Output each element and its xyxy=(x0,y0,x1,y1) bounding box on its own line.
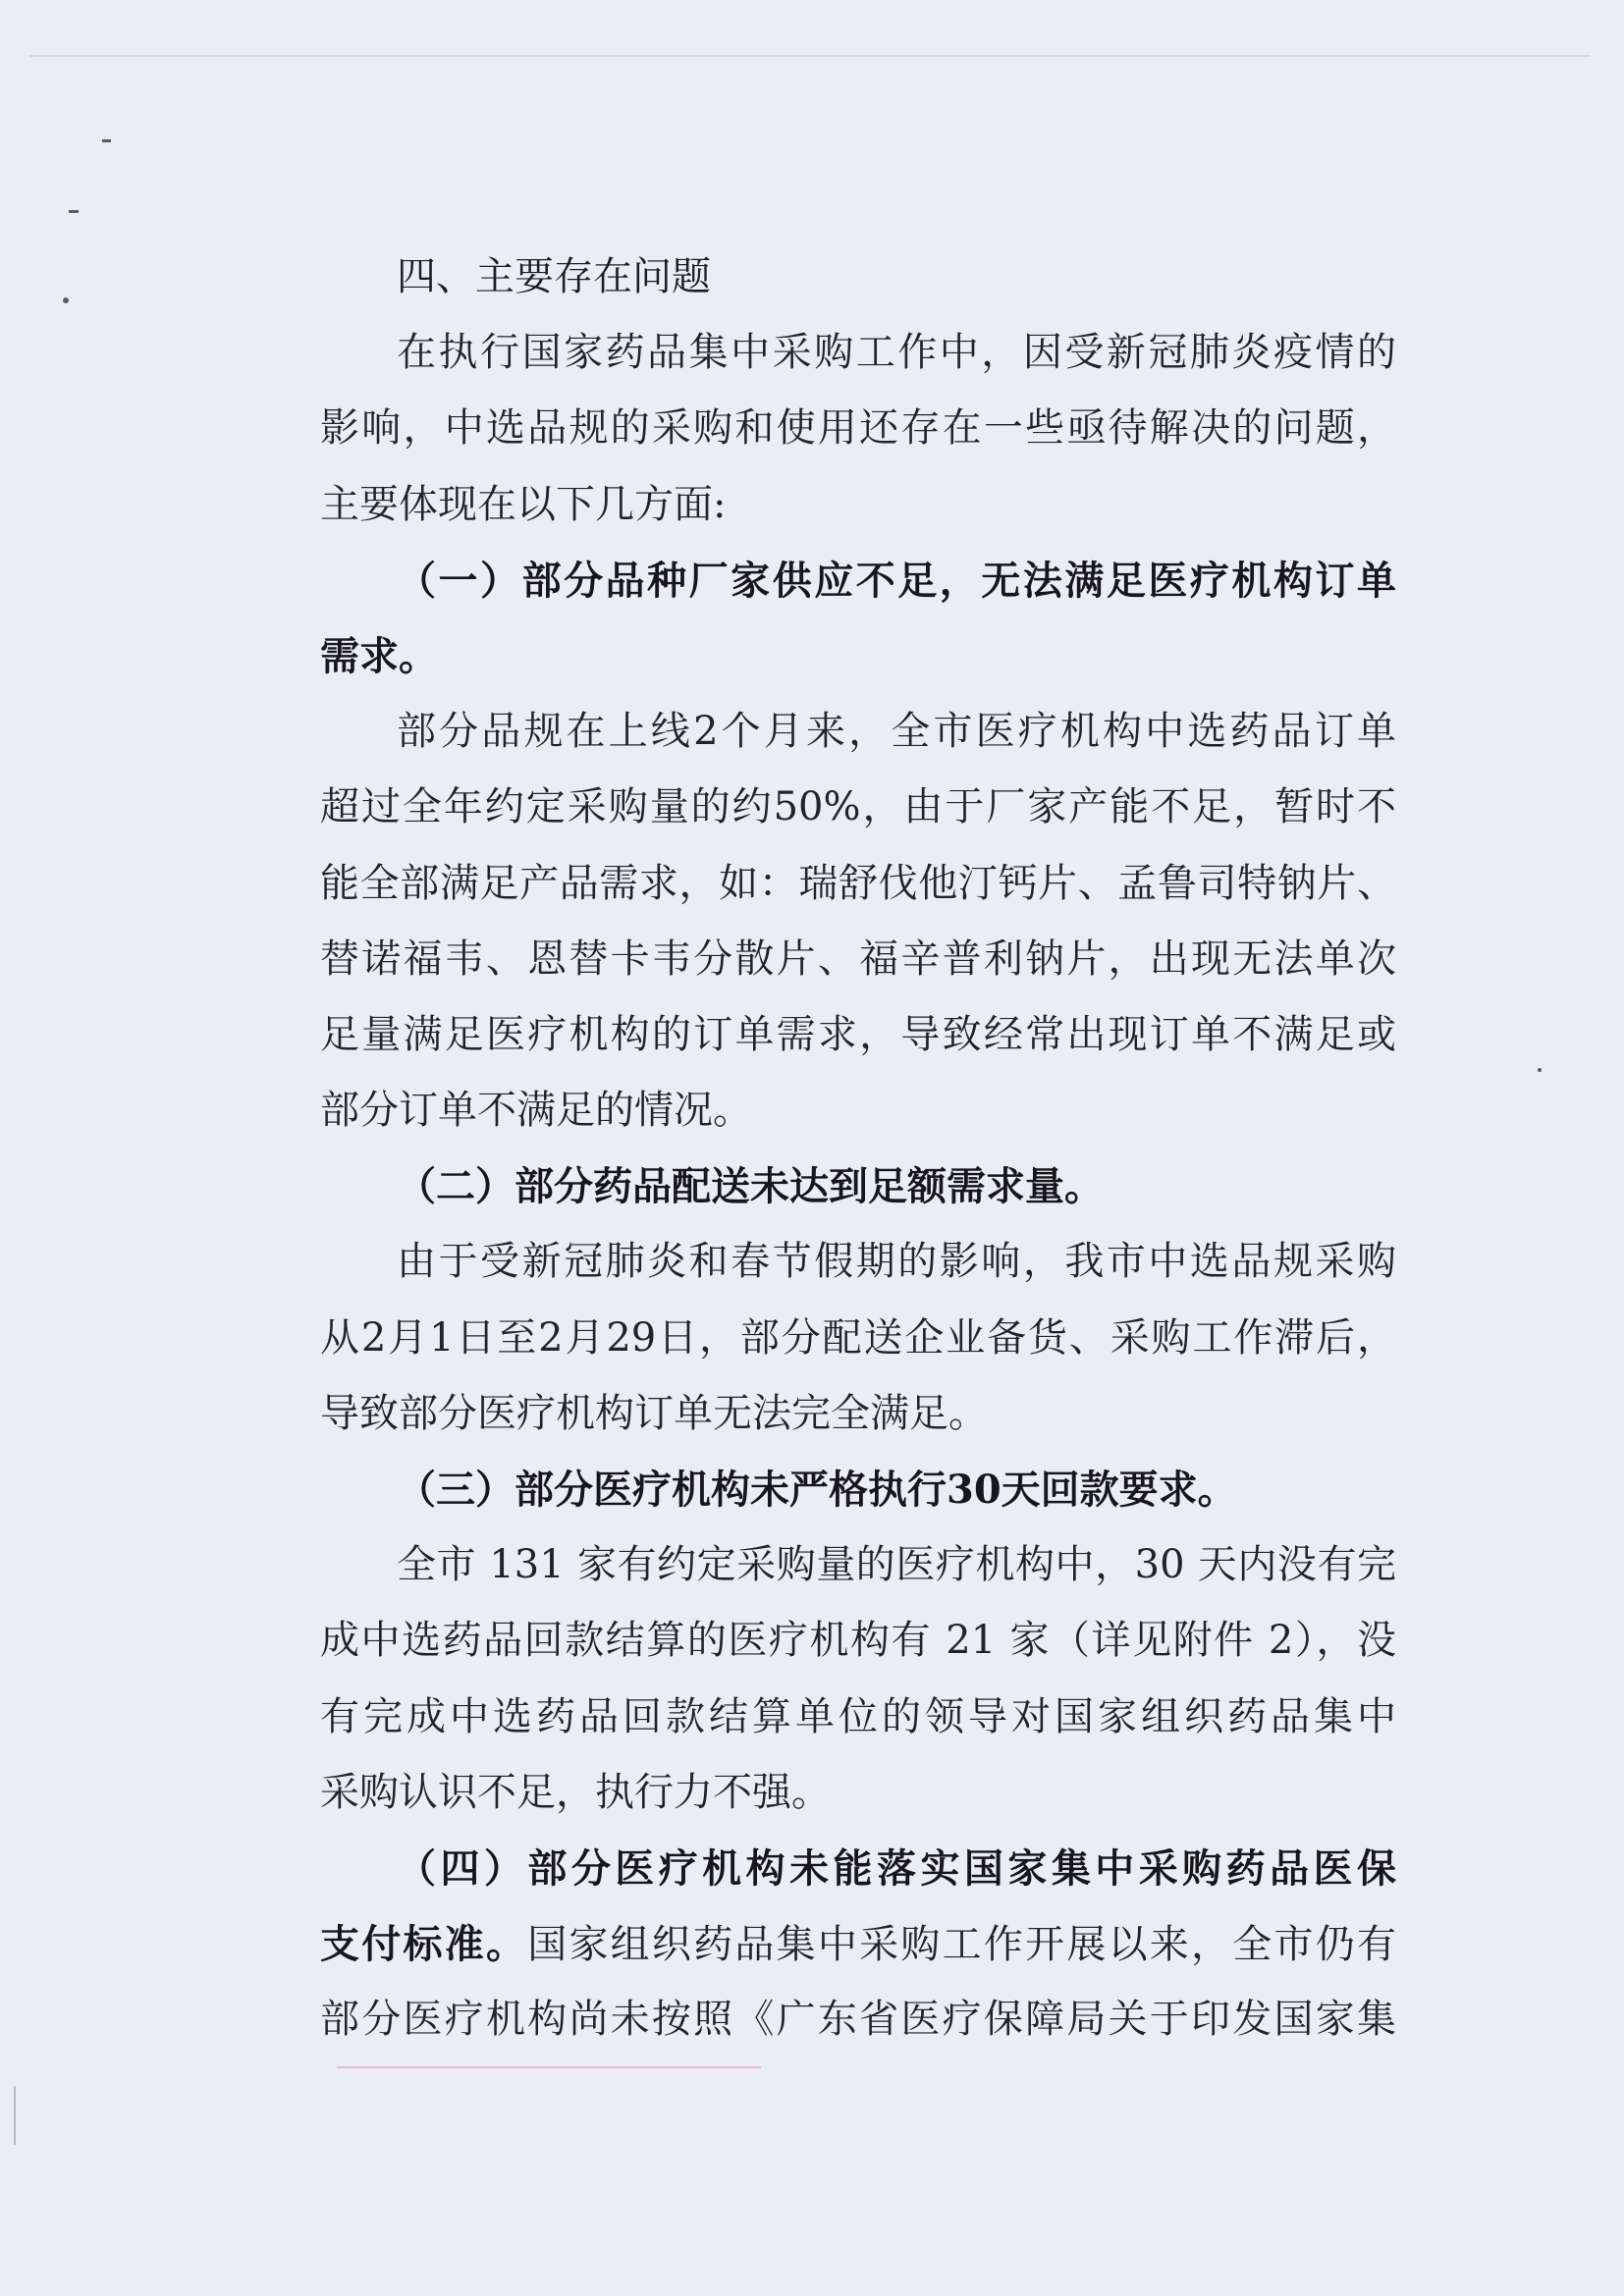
scan-mark xyxy=(102,139,111,142)
paragraph-line: 导致部分医疗机构订单无法完全满足。 xyxy=(320,1390,988,1436)
subsection-title: （三）部分医疗机构未严格执行30天回款要求。 xyxy=(397,1467,1237,1513)
scan-top-shadow xyxy=(29,55,1591,57)
paragraph-line: 成中选药品回款结算的医疗机构有 21 家（详见附件 2），没 xyxy=(320,1618,1396,1664)
paragraph-line: 影响，中选品规的采购和使用还存在一些亟待解决的问题， xyxy=(320,405,1396,452)
section-heading: 四、主要存在问题 xyxy=(397,254,711,299)
subsection-title: 需求。 xyxy=(320,632,438,679)
subsection-title: （一）部分品种厂家供应不足，无法满足医疗机构订单 xyxy=(397,557,1396,604)
subsection-title-end: 支付标准。 xyxy=(320,1921,528,1968)
paragraph-line: 能全部满足产品需求，如：瑞舒伐他汀钙片、孟鲁司特钠片、 xyxy=(320,860,1396,906)
scan-mark xyxy=(63,297,69,303)
paragraph-line: 超过全年约定采购量的约50%，由于厂家产能不足，暂时不 xyxy=(320,784,1396,830)
scan-edge-mark xyxy=(14,2086,16,2145)
subsection-title: （二）部分药品配送未达到足额需求量。 xyxy=(397,1163,1104,1210)
paragraph-line: 部分订单不满足的情况。 xyxy=(320,1088,752,1134)
document-body xyxy=(320,240,1396,2058)
paragraph-line: 从2月1日至2月29日，部分配送企业备货、采购工作滞后， xyxy=(320,1314,1396,1361)
footnote-rule xyxy=(337,2066,761,2068)
paragraph-line xyxy=(320,1906,1396,1982)
paragraph-line: 由于受新冠肺炎和春节假期的影响，我市中选品规采购 xyxy=(397,1239,1396,1285)
paragraph-line: 部分品规在上线2个月来，全市医疗机构中选药品订单 xyxy=(397,709,1396,755)
paragraph-line: 足量满足医疗机构的订单需求，导致经常出现订单不满足或 xyxy=(320,1011,1396,1057)
paragraph-text: 国家组织药品集中采购工作开展以来，全市仍有 xyxy=(527,1922,1396,1968)
paragraph-line: 主要体现在以下几方面: xyxy=(320,481,727,527)
scan-mark xyxy=(69,210,79,213)
paragraph-line: 在执行国家药品集中采购工作中，因受新冠肺炎疫情的 xyxy=(397,330,1396,376)
paragraph-line: 全市 131 家有约定采购量的医疗机构中，30 天内没有完 xyxy=(397,1542,1396,1588)
paragraph-line: 部分医疗机构尚未按照《广东省医疗保障局关于印发国家集 xyxy=(320,1997,1396,2043)
paragraph-line: 替诺福韦、恩替卡韦分散片、福辛普利钠片，出现无法单次 xyxy=(320,935,1396,982)
subsection-title: （四）部分医疗机构未能落实国家集中采购药品医保 xyxy=(397,1844,1396,1892)
paragraph-line: 采购认识不足，执行力不强。 xyxy=(320,1769,831,1815)
paragraph-line: 有完成中选药品回款结算单位的领导对国家组织药品集中 xyxy=(320,1693,1396,1739)
scan-mark xyxy=(1538,1068,1542,1072)
